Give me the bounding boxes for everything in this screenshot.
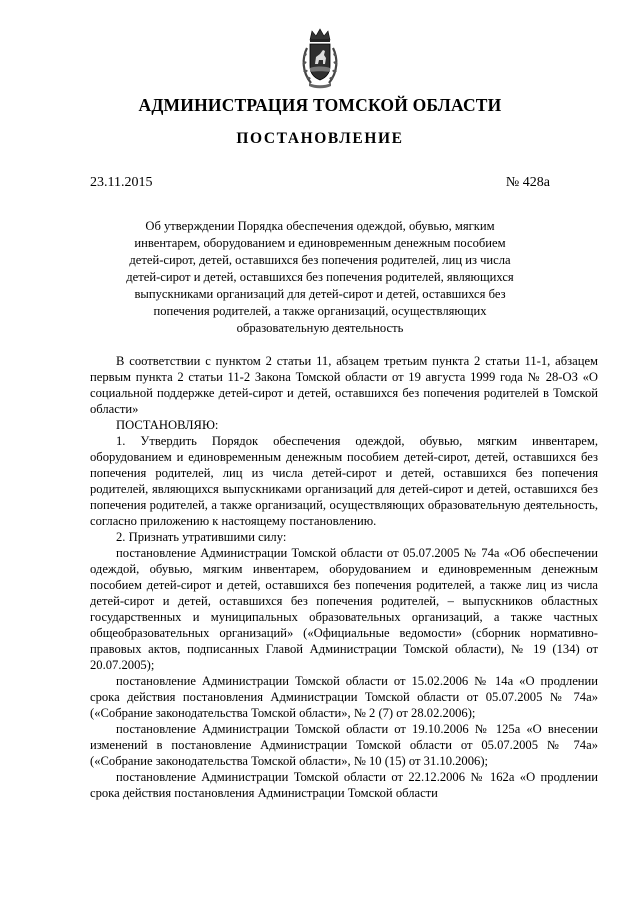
preamble-paragraph: В соответствии с пунктом 2 статьи 11, абзацем третьим пункта 2 статьи 11-1, абзацем первым пункта 2 статьи 11-2 Закона Томской области от 19 августа 1999 года № 28-ОЗ «О социальной поддержке детей-сирот и детей, оставшихся без попечения родителей в Томской области» (90, 354, 598, 416)
resolve-paragraph: ПОСТАНОВЛЯЮ: (116, 418, 219, 432)
repealed-act-paragraph: постановление Администрации Томской области от 15.02.2006 № 14а «О продлении срока действия постановления Администрации Томской области от 05.07.2005 № 74а» («Собрание законодательства Томской области», № 2 (7) от 28.02.2006); (90, 674, 598, 720)
document-number: № 428а (505, 175, 550, 190)
repealed-act-paragraph: постановление Администрации Томской области от 05.07.2005 № 74а «Об обеспечении одеждой, обувью, мягким инвентарем, оборудованием и единовременным денежным пособием детей-сирот и детей, оставшихся без попечения родителей, а также лиц из числа детей-сирот и детей, оставшихся без попечения родителей, – выпускников областных государственных и муниципальных образовательных организаций, а также частных общеобразовательных организаций» («Официальные ведомости» (сборник нормативно-правовых актов, подписанных Главой Администрации Томской области), № 19 (134) от 20.07.2005); (90, 546, 598, 672)
document-type: ПОСТАНОВЛЕНИЕ (236, 130, 404, 147)
repealed-act-paragraph: постановление Администрации Томской области от 19.10.2006 № 125а «О внесении изменений в постановление Администрации Томской области от 05.07.2005 № 74а» («Собрание законодательства Томской области», № 10 (15) от 31.10.2006); (90, 722, 598, 768)
organization-name: АДМИНИСТРАЦИЯ ТОМСКОЙ ОБЛАСТИ (138, 95, 502, 115)
document-date: 23.11.2015 (90, 175, 153, 190)
repealed-act-paragraph: постановление Администрации Томской области от 22.12.2006 № 162а «О продлении срока действия постановления Администрации Томской области (90, 770, 598, 800)
document-title: Об утверждении Порядка обеспечения одеждой, обувью, мягким инвентарем, оборудованием и единовременным денежным пособием детей-сирот, детей, оставшихся без попечения родителей, лиц из числа детей-сирот и детей, оставшихся без попечения родителей, являющихся выпускниками организаций для детей-сирот и детей, оставшихся без попечения родителей, а также организаций, осуществляющих образовательную деятельность (126, 219, 514, 335)
document-body (90, 353, 598, 801)
coat-of-arms-icon (301, 28, 339, 90)
item-1-paragraph: 1. Утвердить Порядок обеспечения одеждой, обувью, мягким инвентарем, оборудованием и единовременным денежным пособием детей-сирот, детей, оставшихся без попечения родителей, лиц из числа детей-сирот и детей, оставшихся без попечения родителей, являющихся выпускниками организаций для детей-сирот и детей, оставшихся без попечения родителей, а также организаций, осуществляющих образовательную деятельность, согласно приложению к настоящему постановлению. (90, 434, 598, 528)
item-2-paragraph: 2. Признать утратившими силу: (116, 530, 287, 544)
